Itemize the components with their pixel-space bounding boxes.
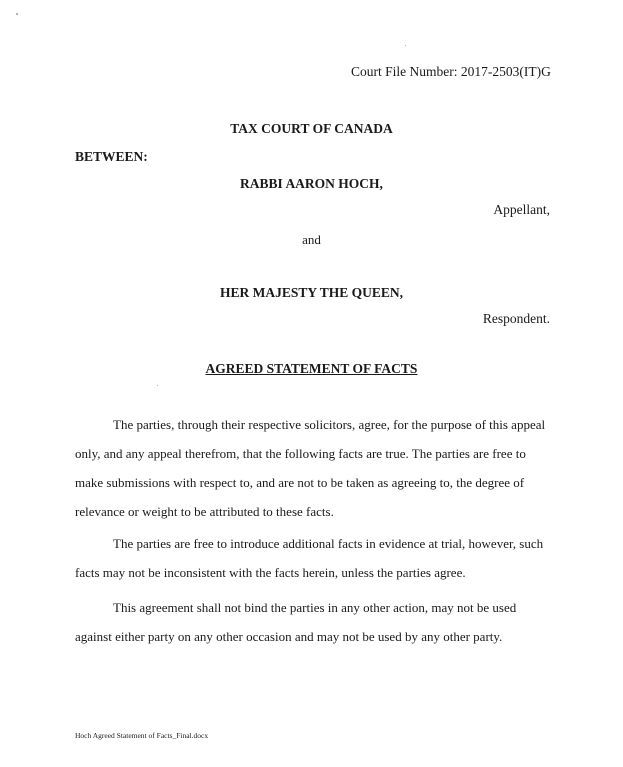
and-connector: and	[302, 232, 321, 247]
scan-speck	[16, 13, 18, 15]
footer-filename: Hoch Agreed Statement of Facts_Final.docx	[75, 731, 209, 740]
document-title: AGREED STATEMENT OF FACTS	[205, 361, 418, 376]
scan-speck	[157, 385, 158, 386]
respondent-name: HER MAJESTY THE QUEEN,	[219, 285, 404, 300]
paragraph-3: This agreement shall not bind the parties in any other action, may not be used against either party on any other occasion and may not be used by any other party.	[75, 600, 517, 644]
between-label: BETWEEN:	[75, 149, 148, 164]
appellant-role: Appellant,	[493, 202, 550, 217]
paragraph-1: The parties, through their respective solicitors, agree, for the purpose of this appeal only, and any appeal therefrom, that the following facts are true. The parties are free to make submissions with respect to, and are not to be taken as agreeing to, the degree of relevance or weight to be attributed to these facts.	[75, 417, 546, 519]
court-name: TAX COURT OF CANADA	[230, 121, 393, 136]
scan-speck	[405, 45, 406, 46]
court-file-number: Court File Number: 2017-2503(IT)G	[351, 64, 551, 79]
paragraph-2: The parties are free to introduce additional facts in evidence at trial, however, such facts may not be inconsistent with the facts herein, unless the parties agree.	[75, 536, 544, 580]
respondent-role: Respondent.	[482, 311, 550, 326]
appellant-name: RABBI AARON HOCH,	[240, 176, 383, 191]
